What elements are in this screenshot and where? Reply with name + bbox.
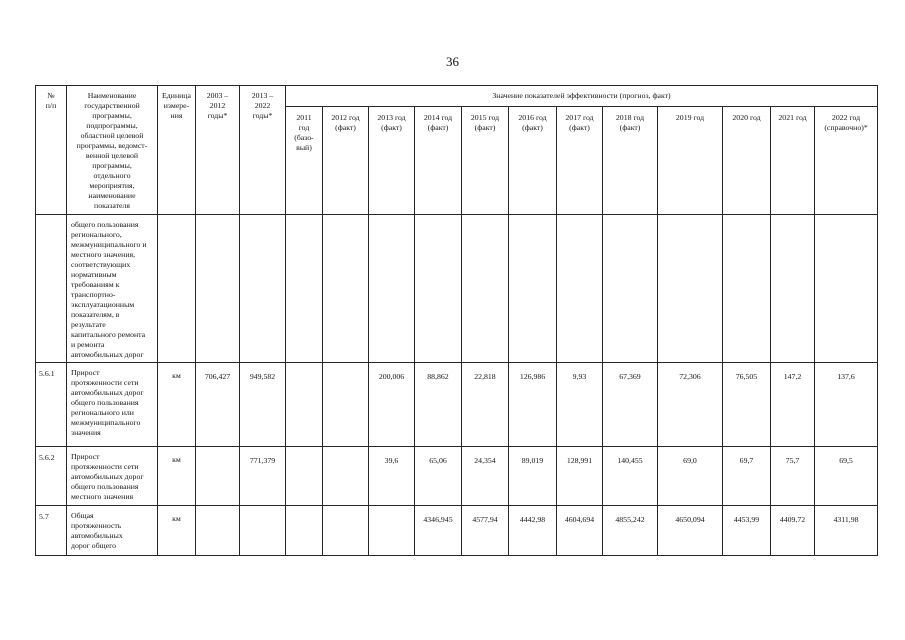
row-value-2019 <box>658 215 723 363</box>
row-value-2011 <box>286 506 323 556</box>
row-value-2011 <box>286 447 323 506</box>
row-value-2014 <box>415 215 462 363</box>
row-value-2013 <box>369 215 415 363</box>
row-value-2020: 69,7 <box>723 447 771 506</box>
row-value-2020: 76,505 <box>723 363 771 447</box>
row-value-2013: 200,006 <box>369 363 415 447</box>
header-year-2019: 2019 год <box>658 107 723 215</box>
row-value-2015: 4577,94 <box>462 506 509 556</box>
row-value-2012 <box>323 215 369 363</box>
header-year-2011: 2011 год (базо- вый) <box>286 107 323 215</box>
row-value-2014: 65,06 <box>415 447 462 506</box>
row-value-2012 <box>323 506 369 556</box>
row-value-2003-2012: 706,427 <box>196 363 240 447</box>
row-value-2019: 72,306 <box>658 363 723 447</box>
header-name: Наименование государственной программы, подпрограммы, областной целевой программы, ведомст- венной целевой программы, отдельного мероприятия, наименование показателя <box>67 86 158 215</box>
row-value-2013-2022 <box>240 506 286 556</box>
header-unit: Единица измере- ния <box>158 86 196 215</box>
row-value-2016: 89,019 <box>509 447 557 506</box>
row-value-2020: 4453,99 <box>723 506 771 556</box>
row-value-2021: 4409,72 <box>771 506 815 556</box>
row-value-2015 <box>462 215 509 363</box>
header-year-2013: 2013 год (факт) <box>369 107 415 215</box>
row-value-2016 <box>509 215 557 363</box>
header-number: № п/п <box>36 86 67 215</box>
header-year-2022: 2022 год (справочно)* <box>815 107 878 215</box>
row-number <box>36 215 67 363</box>
row-value-2020 <box>723 215 771 363</box>
header-year-2020: 2020 год <box>723 107 771 215</box>
row-value-2015: 24,354 <box>462 447 509 506</box>
row-value-2011 <box>286 363 323 447</box>
table-row <box>36 215 878 363</box>
row-value-2013-2022 <box>240 215 286 363</box>
row-value-2012 <box>323 447 369 506</box>
row-number: 5.6.1 <box>36 363 67 447</box>
table-header <box>36 86 878 215</box>
row-number: 5.6.2 <box>36 447 67 506</box>
row-value-2003-2012 <box>196 506 240 556</box>
header-year-2015: 2015 год (факт) <box>462 107 509 215</box>
row-value-2016: 4442,98 <box>509 506 557 556</box>
row-name: Прирост протяженности сети автомобильных дорог общего пользования регионального или межмуниципального значения <box>67 363 158 447</box>
header-year-2018: 2018 год (факт) <box>603 107 658 215</box>
row-value-2018: 67,369 <box>603 363 658 447</box>
row-value-2016: 126,986 <box>509 363 557 447</box>
row-value-2012 <box>323 363 369 447</box>
row-value-2022: 4311,98 <box>815 506 878 556</box>
row-unit <box>158 215 196 363</box>
row-value-2017: 9,93 <box>557 363 603 447</box>
header-period-2013-2022: 2013 – 2022 годы* <box>240 86 286 215</box>
row-value-2022 <box>815 215 878 363</box>
row-value-2013-2022: 949,582 <box>240 363 286 447</box>
row-value-2022: 69,5 <box>815 447 878 506</box>
row-value-2013: 39,6 <box>369 447 415 506</box>
header-year-2016: 2016 год (факт) <box>509 107 557 215</box>
row-value-2022: 137,6 <box>815 363 878 447</box>
row-value-2011 <box>286 215 323 363</box>
row-value-2013 <box>369 506 415 556</box>
header-year-2017: 2017 год (факт) <box>557 107 603 215</box>
row-unit: км <box>158 506 196 556</box>
row-name: Общая протяженность автомобильных дорог общего <box>67 506 158 556</box>
row-value-2021: 75,7 <box>771 447 815 506</box>
table-row <box>36 363 878 447</box>
row-value-2021 <box>771 215 815 363</box>
row-value-2013-2022: 771,379 <box>240 447 286 506</box>
row-value-2021: 147,2 <box>771 363 815 447</box>
row-name: общего пользования регионального, межмуниципального и местного значения, соответствующих нормативным требованиям к транспортно- эксплуатационным показателям, в результате капитального ремонта и ремонта автомобильных дорог <box>67 215 158 363</box>
row-value-2017: 4604,694 <box>557 506 603 556</box>
header-row <box>36 86 878 107</box>
row-value-2018: 140,455 <box>603 447 658 506</box>
row-value-2017 <box>557 215 603 363</box>
row-value-2015: 22,818 <box>462 363 509 447</box>
row-unit: км <box>158 363 196 447</box>
header-year-2021: 2021 год <box>771 107 815 215</box>
row-name: Прирост протяженности сети автомобильных дорог общего пользования местного значения <box>67 447 158 506</box>
row-value-2014: 88,862 <box>415 363 462 447</box>
header-year-2014: 2014 год (факт) <box>415 107 462 215</box>
row-value-2018: 4855,242 <box>603 506 658 556</box>
page-number: 36 <box>446 54 459 69</box>
row-number: 5.7 <box>36 506 67 556</box>
performance-indicators-table <box>35 85 878 556</box>
row-value-2017: 128,991 <box>557 447 603 506</box>
table-body <box>36 215 878 556</box>
header-indicator-values: Значение показателей эффективности (прогноз, факт) <box>286 86 878 107</box>
table-row <box>36 506 878 556</box>
row-value-2019: 4650,094 <box>658 506 723 556</box>
header-period-2003-2012: 2003 – 2012 годы* <box>196 86 240 215</box>
row-value-2019: 69,0 <box>658 447 723 506</box>
row-value-2003-2012 <box>196 215 240 363</box>
row-value-2014: 4346,945 <box>415 506 462 556</box>
table-row <box>36 447 878 506</box>
row-value-2018 <box>603 215 658 363</box>
header-year-2012: 2012 год (факт) <box>323 107 369 215</box>
row-unit: км <box>158 447 196 506</box>
row-value-2003-2012 <box>196 447 240 506</box>
